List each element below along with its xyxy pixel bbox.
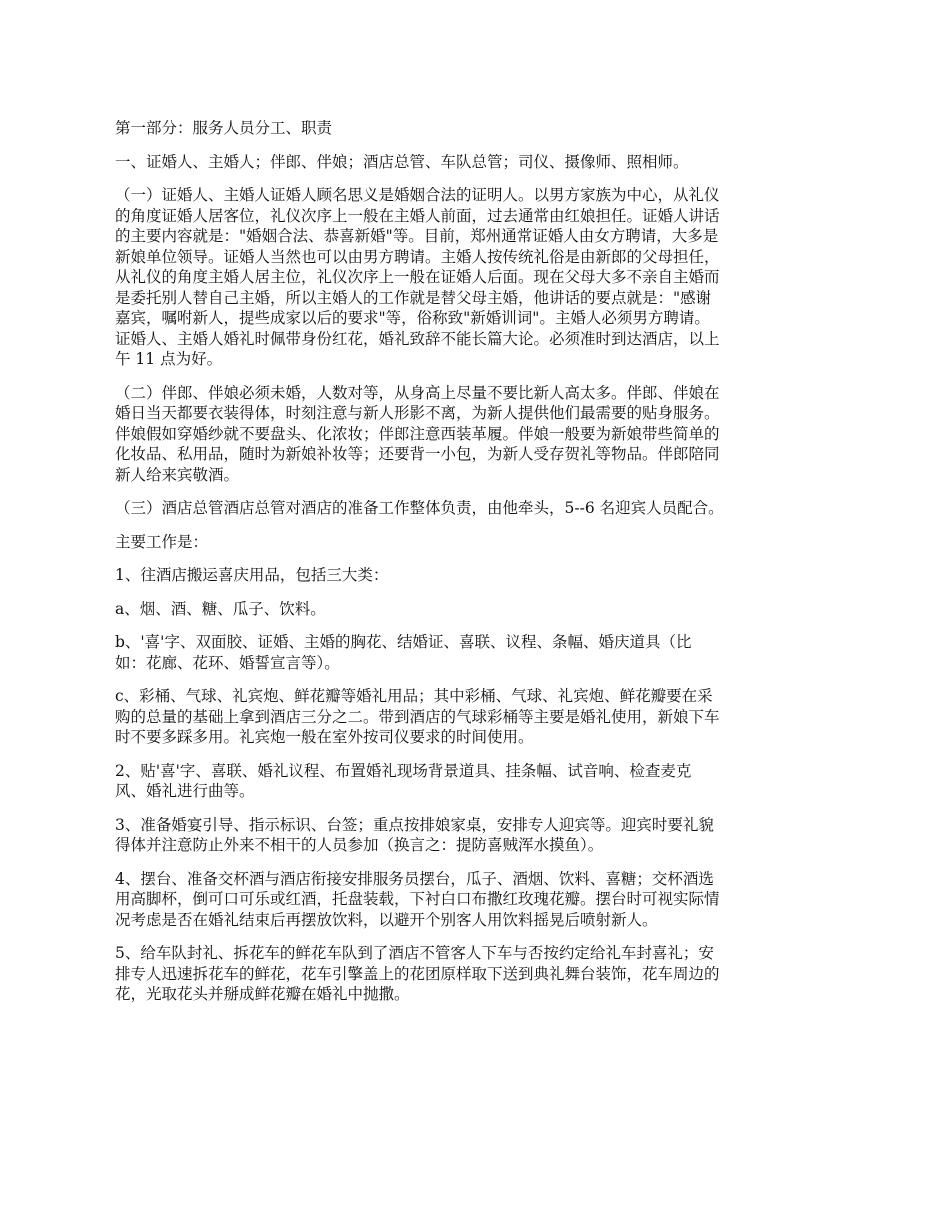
paragraph-hotel-manager: （三）酒店总管酒店总管对酒店的准备工作整体负责，由他牵头，5--6 名迎宾人员配合。 bbox=[115, 499, 724, 517]
list-item-4: 4、摆台、准备交杯酒与酒店衔接安排服务员摆台，瓜子、酒烟、饮料、喜糖；交杯酒选 用高脚杯，倒可口可乐或红酒，托盘装载，下衬白口布撒红玫瑰花瓣。摆台时可视实际情 况考虑是否在婚礼结束后再摆放饮料，以避开个别客人用饮料摇晃后喷射新人。 bbox=[115, 869, 720, 929]
document-page bbox=[115, 118, 840, 1018]
list-item-c: c、彩桶、气球、礼宾炮、鲜花瓣等婚礼用品；其中彩桶、气球、礼宾炮、鲜花瓣要在采 购的总量的基础上拿到酒店三分之二。带到酒店的气球彩桶等主要是婚礼使用，新娘下车 时不要多踩多用。礼宾炮一般在室外按司仪要求的时间使用。 bbox=[115, 687, 720, 746]
paragraph-roles-list: 一、证婚人、主婚人；伴郎、伴娘；酒店总管、车队总管；司仪、摄像师、照相师。 bbox=[115, 152, 689, 171]
list-item-3: 3、准备婚宴引导、指示标识、台签；重点按排娘家桌，安排专人迎宾等。迎宾时要礼貌 得体并注意防止外来不相干的人员参加（换言之：提防喜贼浑水摸鱼）。 bbox=[115, 815, 714, 854]
list-item-2: 2、贴'喜'字、喜联、婚礼议程、布置婚礼现场背景道具、挂条幅、试音响、检查麦克 风、婚礼进行曲等。 bbox=[115, 761, 692, 800]
paragraph-main-tasks: 主要工作是： bbox=[115, 532, 209, 551]
paragraph-witness-host: （一）证婚人、主婚人证婚人顾名思义是婚姻合法的证明人。以男方家族为中心，从礼仪 的角度证婚人居客位，礼仪次序上一般在主婚人前面，过去通常由红娘担任。证婚人讲话 的主要内容就是："婚姻合法、恭喜新婚"等。目前，郑州通常证婚人由女方聘请，大多是 新娘单位领导。证婚人当然也可以由男方聘请。主婚人按传统礼俗是由新郎的父母担任， 从礼仪的角度主婚人居主位，礼仪次序上一般在证婚人后面。现在父母大多不亲自主婚而 是委托别人替自己主婚，所以主婚人的工作就是替父母主婚，他讲话的要点就是："感谢 嘉宾，嘱咐新人，提些成家以后的要求"等，俗称致"新婚训词"。主婚人必须男方聘请。 证婚人、主婚人婚礼时佩带身份红花，婚礼致辞不能长篇大论。必须准时到达酒店，以上 午 11 点为好。 bbox=[115, 186, 720, 368]
section-heading: 第一部分：服务人员分工、职责 bbox=[115, 119, 333, 137]
list-item-1: 1、往酒店搬运喜庆用品，包括三大类： bbox=[115, 566, 389, 584]
list-item-a: a、烟、酒、糖、瓜子、饮料。 bbox=[115, 599, 326, 618]
list-item-5: 5、给车队封礼、拆花车的鲜花车队到了酒店不管客人下车与否按约定给礼车封喜礼；安 排专人迅速拆花车的鲜花，花车引擎盖上的花团原样取下送到典礼舞台装饰，花车周边的 花，光取花头并掰成鲜花瓣在婚礼中抛撒。 bbox=[115, 944, 720, 1003]
list-item-b: b、'喜'字、双面胶、证婚、主婚的胸花、结婚证、喜联、议程、条幅、婚庆道具（比 如：花廊、花环、婚誓宣言等）。 bbox=[115, 633, 692, 672]
paragraph-best-man-bridesmaid: （二）伴郎、伴娘必须未婚，人数对等，从身高上尽量不要比新人高太多。伴郎、伴娘在 婚日当天都要衣装得体，时刻注意与新人形影不离，为新人提供他们最需要的贴身服务。 伴娘假如穿婚纱就不要盘头、化浓妆；伴郎注意西装革履。伴娘一般要为新娘带些简单的 化妆品、私用品，随时为新娘补妆等；还要背一小包，为新人受存贺礼等物品。伴郎陪同 新人给来宾敬酒。 bbox=[115, 383, 720, 484]
